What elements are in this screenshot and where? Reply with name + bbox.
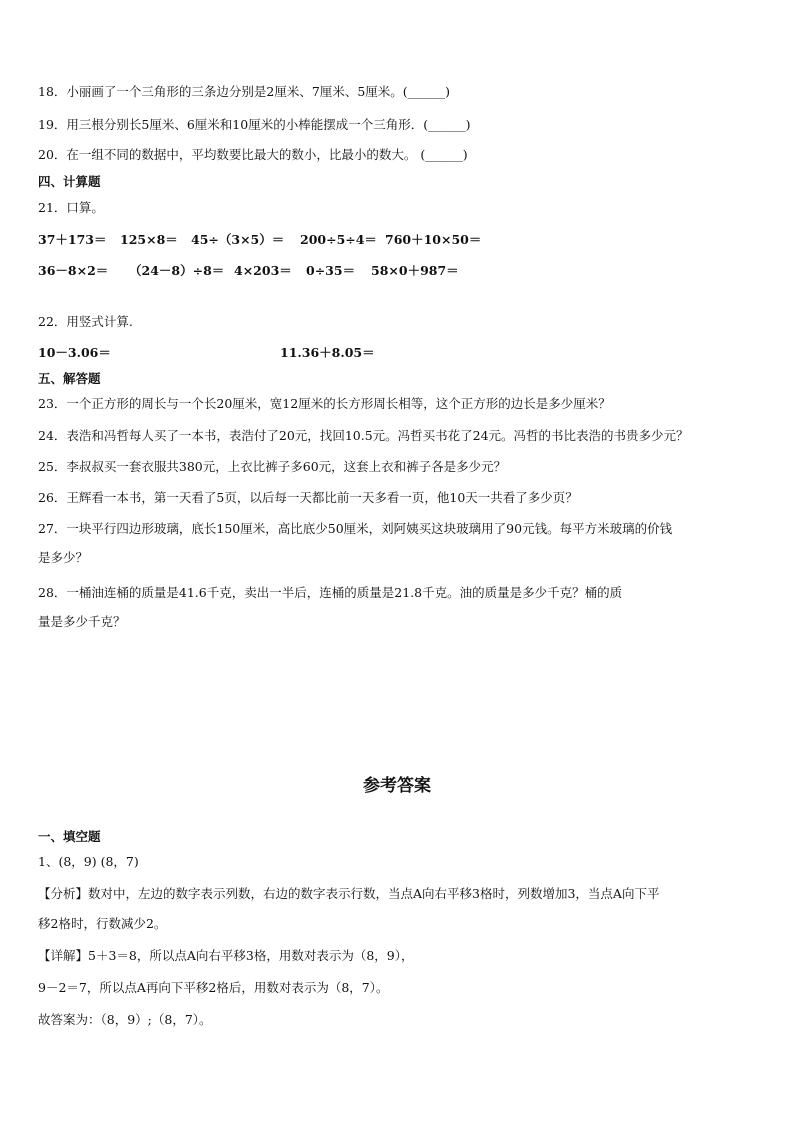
calc-item: 760＋10×50＝: [385, 232, 482, 247]
calc-item: 36－8×2＝: [38, 263, 109, 278]
calc-item: 58×0＋987＝: [371, 263, 459, 278]
calc-item: 125×8＝: [120, 232, 178, 247]
question-27: 27．一块平行四边形玻璃，底长150厘米，高比底少50厘米，刘阿姨买这块玻璃用了90元钱。每平方米玻璃的价钱: [38, 521, 673, 536]
answer-analysis: 【分析】数对中，左边的数字表示列数，右边的数字表示行数，当点A向右平移3格时，列数增加3，当点A向下平: [38, 886, 660, 901]
calc-item: 200÷5÷4＝: [300, 232, 377, 247]
question-23: 23．一个正方形的周长与一个长20厘米，宽12厘米的长方形周长相等，这个正方形的边长是多少厘米？: [38, 396, 611, 411]
question-28-cont: 量是多少千克？: [38, 614, 126, 629]
calc-item: 37＋173＝: [38, 232, 107, 247]
calc-item: 45÷（3×5）＝: [191, 232, 285, 247]
answer-detail: 【详解】5＋3＝8，所以点A向右平移3格，用数对表示为（8，9），: [38, 948, 414, 963]
calc-item: 11.36＋8.05＝: [280, 345, 375, 360]
question-21: 21．口算。: [38, 200, 104, 215]
question-18: 18．小丽画了一个三角形的三条边分别是2厘米、7厘米、5厘米。(______): [38, 84, 451, 99]
question-22: 22．用竖式计算.: [38, 314, 133, 329]
section-heading-calculation: 四、计算题: [38, 174, 101, 189]
answer-final: 故答案为：（8，9）;（8，7）。: [38, 1012, 212, 1027]
answer-section-heading: 一、填空题: [38, 829, 101, 844]
answer-detail-cont: 9－2＝7，所以点A再向下平移2格后，用数对表示为（8，7）。: [38, 980, 389, 995]
calc-item: 4×203＝: [234, 263, 292, 278]
question-24: 24．表浩和冯哲每人买了一本书，表浩付了20元，找回10.5元。冯哲买书花了24元。冯哲的书比表浩的书贵多少元？: [38, 428, 689, 443]
question-25: 25．李叔叔买一套衣服共380元，上衣比裤子多60元，这套上衣和裤子各是多少元？: [38, 459, 507, 474]
answer-analysis-cont: 移2格时，行数减少2。: [38, 916, 167, 931]
answer-1: 1、(8，9) (8，7): [38, 854, 139, 869]
question-20: 20．在一组不同的数据中，平均数要比最大的数小，比最小的数大。 (______): [38, 147, 468, 162]
answer-key-title: 参考答案: [363, 776, 431, 796]
section-heading-word-problems: 五、解答题: [38, 371, 101, 386]
question-19: 19．用三根分别长5厘米、6厘米和10厘米的小棒能摆成一个三角形．(______): [38, 117, 471, 132]
question-28: 28．一桶油连桶的质量是41.6千克，卖出一半后，连桶的质量是21.8千克。油的质量是多少千克？桶的质: [38, 585, 623, 600]
question-27-cont: 是多少？: [38, 550, 89, 565]
question-26: 26．王辉看一本书，第一天看了5页，以后每一天都比前一天多看一页，他10天一共看了多少页？: [38, 490, 578, 505]
calc-item: 0÷35＝: [306, 263, 356, 278]
calc-item: （24－8）÷8＝: [129, 263, 225, 278]
calc-item: 10－3.06＝: [38, 345, 111, 360]
